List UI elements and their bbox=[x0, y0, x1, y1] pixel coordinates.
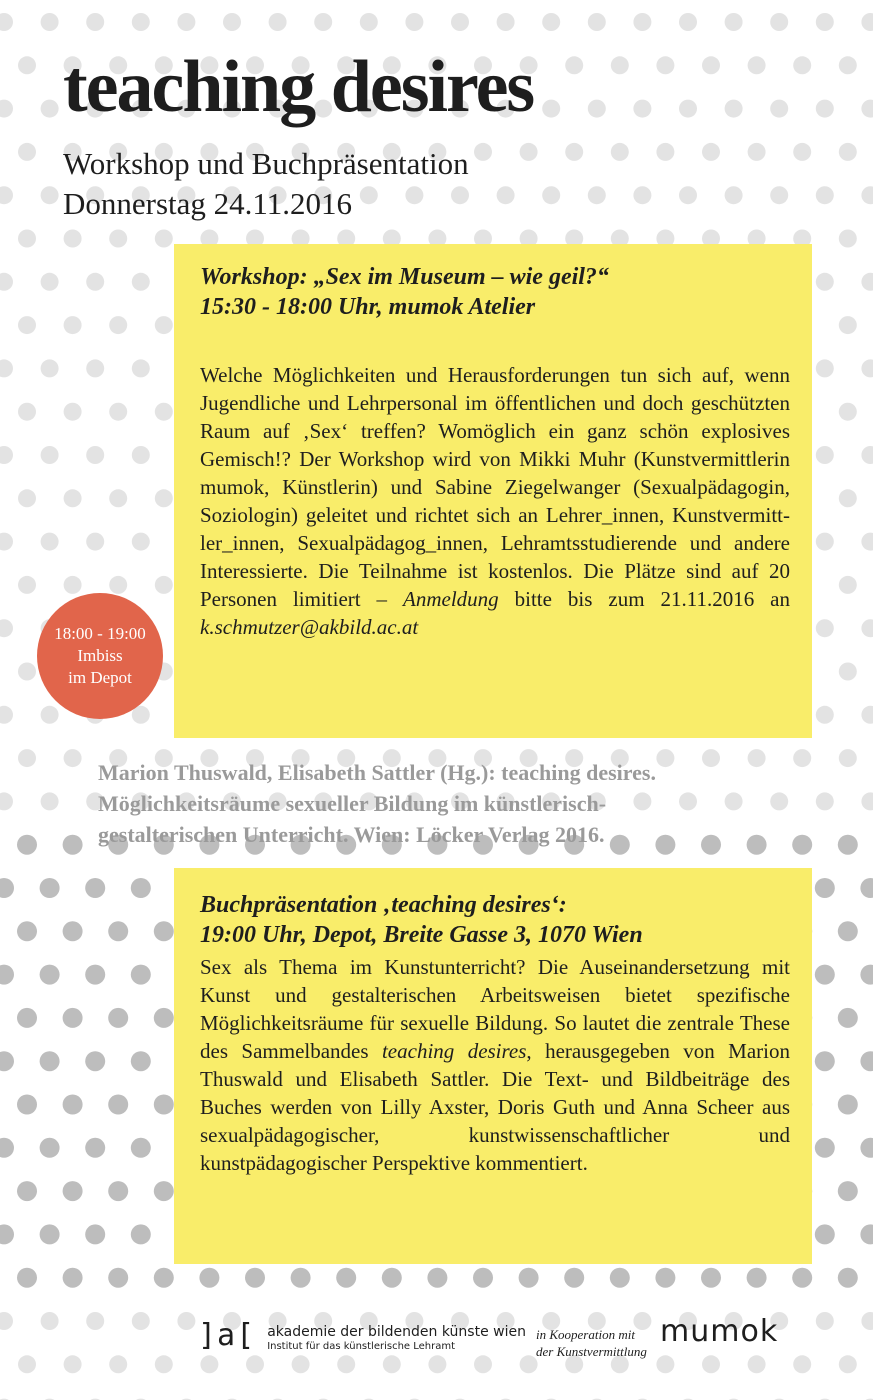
background-dot bbox=[793, 1355, 811, 1373]
book-presentation-box bbox=[174, 868, 812, 1264]
background-dot bbox=[815, 965, 835, 985]
background-dot bbox=[85, 965, 105, 985]
citation-line: Möglichkeitsräume sexueller Bildung im künstlerisch- bbox=[98, 790, 607, 816]
book-title: Buchpräsentation ‚teaching desires‘: bbox=[200, 892, 567, 918]
background-dot bbox=[542, 186, 560, 204]
workshop-heading bbox=[200, 262, 790, 323]
background-dot bbox=[85, 878, 105, 898]
background-dot bbox=[679, 13, 697, 31]
background-dot bbox=[246, 1355, 264, 1373]
badge-label: Imbiss bbox=[77, 645, 123, 665]
poster-title: teaching desires bbox=[63, 46, 534, 128]
background-dot bbox=[41, 446, 59, 464]
background-dot bbox=[63, 835, 83, 855]
background-dot bbox=[588, 186, 606, 204]
background-dot bbox=[816, 359, 834, 377]
background-dot bbox=[748, 143, 766, 161]
background-dot bbox=[17, 1008, 37, 1028]
background-dot bbox=[155, 403, 173, 421]
background-dot bbox=[86, 446, 104, 464]
background-dot bbox=[839, 663, 857, 681]
background-dot bbox=[17, 835, 37, 855]
background-dot bbox=[816, 446, 834, 464]
background-dot bbox=[154, 1181, 174, 1201]
citation-line: Marion Thuswald, Elisabeth Sattler (Hg.): teaching desires. bbox=[98, 760, 656, 785]
background-dot bbox=[131, 965, 151, 985]
background-dot bbox=[655, 1268, 675, 1288]
background-dot bbox=[64, 576, 82, 594]
background-dot bbox=[725, 100, 743, 118]
background-dot bbox=[839, 749, 857, 767]
background-dot bbox=[816, 706, 834, 724]
background-dot bbox=[18, 489, 36, 507]
background-dot bbox=[679, 100, 697, 118]
background-dot bbox=[860, 1224, 873, 1244]
background-dot bbox=[838, 1095, 858, 1115]
background-dot bbox=[451, 13, 469, 31]
background-dot bbox=[793, 143, 811, 161]
background-dot bbox=[815, 1138, 835, 1158]
book-time-location: 19:00 Uhr, Depot, Breite Gasse 3, 1070 Wien bbox=[200, 922, 643, 949]
background-dot bbox=[154, 1008, 174, 1028]
background-dot bbox=[861, 533, 873, 551]
background-dot bbox=[861, 13, 873, 31]
background-dot bbox=[269, 13, 287, 31]
background-dot bbox=[64, 403, 82, 421]
background-dot bbox=[245, 1268, 265, 1288]
background-dot bbox=[64, 1355, 82, 1373]
background-dot bbox=[41, 533, 59, 551]
background-dot bbox=[816, 100, 834, 118]
background-dot bbox=[63, 921, 83, 941]
background-dot bbox=[861, 273, 873, 291]
background-dot bbox=[64, 230, 82, 248]
background-dot bbox=[610, 1268, 630, 1288]
background-dot bbox=[223, 13, 241, 31]
background-dot bbox=[838, 1268, 858, 1288]
background-dot bbox=[154, 1268, 174, 1288]
background-dot bbox=[86, 1312, 104, 1330]
background-dot bbox=[748, 56, 766, 74]
background-dot bbox=[41, 1312, 59, 1330]
background-dot bbox=[588, 100, 606, 118]
background-dot bbox=[40, 878, 60, 898]
workshop-description bbox=[200, 361, 790, 641]
background-dot bbox=[542, 13, 560, 31]
background-dot bbox=[405, 13, 423, 31]
background-dot bbox=[86, 273, 104, 291]
book-title-inline: teaching desires bbox=[381, 1039, 527, 1064]
background-dot bbox=[839, 403, 857, 421]
background-dot bbox=[679, 186, 697, 204]
background-dot bbox=[64, 316, 82, 334]
book-citation bbox=[98, 758, 818, 850]
badge-time: 18:00 - 19:00 bbox=[54, 623, 146, 643]
background-dot bbox=[337, 1355, 355, 1373]
background-dot bbox=[839, 489, 857, 507]
background-dot bbox=[838, 1008, 858, 1028]
background-dot bbox=[656, 143, 674, 161]
background-dot bbox=[41, 792, 59, 810]
contact-email[interactable]: k.schmutzer@akbild.ac.at bbox=[200, 615, 419, 640]
background-dot bbox=[861, 186, 873, 204]
background-dot bbox=[839, 576, 857, 594]
akademie-logo-text bbox=[267, 1324, 526, 1354]
background-dot bbox=[497, 13, 515, 31]
book-heading bbox=[200, 890, 790, 951]
background-dot bbox=[702, 1355, 720, 1373]
workshop-title: Workshop: „Sex im Museum – wie geil?“ bbox=[200, 264, 609, 290]
background-dot bbox=[86, 533, 104, 551]
background-dot bbox=[108, 1181, 128, 1201]
background-dot bbox=[611, 56, 629, 74]
background-dot bbox=[0, 1138, 14, 1158]
background-dot bbox=[18, 316, 36, 334]
background-dot bbox=[0, 533, 13, 551]
background-dot bbox=[0, 100, 13, 118]
background-dot bbox=[18, 56, 36, 74]
background-dot bbox=[861, 619, 873, 637]
background-dot bbox=[861, 792, 873, 810]
background-dot bbox=[291, 1268, 311, 1288]
background-dot bbox=[131, 1051, 151, 1071]
background-dot bbox=[155, 576, 173, 594]
background-dot bbox=[132, 1312, 150, 1330]
background-dot bbox=[360, 13, 378, 31]
background-dot bbox=[815, 1051, 835, 1071]
background-dot bbox=[155, 316, 173, 334]
background-dot bbox=[793, 56, 811, 74]
background-dot bbox=[0, 1051, 14, 1071]
background-dot bbox=[85, 1051, 105, 1071]
background-dot bbox=[0, 706, 13, 724]
background-dot bbox=[85, 1224, 105, 1244]
background-dot bbox=[497, 186, 515, 204]
background-dot bbox=[611, 143, 629, 161]
background-dot bbox=[0, 965, 14, 985]
background-dot bbox=[838, 921, 858, 941]
background-dot bbox=[861, 100, 873, 118]
background-dot bbox=[86, 359, 104, 377]
background-dot bbox=[108, 921, 128, 941]
institute-name: Institut für das künstlerische Lehramt bbox=[267, 1341, 456, 1352]
workshop-text: Welche Möglichkeiten und Herausforderungen tun sich auf, wenn Jugendliche und Lehrpersonal im öffentlichen und doch geschützten Raum auf ‚Sex‘ treffen? Womöglich ein ganz schön explosives Gemisch!? Der Workshop wird von Mikki Muhr (Kunstvermittlerin mumok, Künstlerin) und Sabine Ziegelwanger (Sexualpädagogin, Soziologin) geleitet und richtet sich an Lehrer_innen, Kunstvermittler_innen, Sexualpädagog_innen, Lehramtsstudierende und andere Interessierte. Die Teilnahme ist kostenlos. Die Plätze sind auf 20 Personen limitiert – bbox=[200, 362, 790, 612]
background-dot bbox=[0, 1312, 13, 1330]
workshop-text-end: bitte bis zum 21.11.2016 an bbox=[498, 587, 790, 612]
background-dot bbox=[816, 533, 834, 551]
background-dot bbox=[860, 1138, 873, 1158]
akademie-logo-mark: ]a[ bbox=[198, 1318, 256, 1353]
background-dot bbox=[656, 1355, 674, 1373]
background-dot bbox=[816, 792, 834, 810]
background-dot bbox=[108, 1095, 128, 1115]
background-dot bbox=[838, 835, 858, 855]
background-dot bbox=[109, 576, 127, 594]
background-dot bbox=[63, 1181, 83, 1201]
book-text: Sex als Thema im Kunstunterricht? Die Auseinandersetzung mit Kunst und gestalterischen Arbeitsweisen bietet spezifische Möglichkeitsräume für sexuelle Bildung. So lautet die zentrale These des Sammelbandes bbox=[200, 954, 790, 1064]
badge-location: im Depot bbox=[68, 668, 132, 688]
background-dot bbox=[861, 706, 873, 724]
background-dot bbox=[520, 143, 538, 161]
cooperation-note bbox=[536, 1326, 647, 1360]
background-dot bbox=[108, 1268, 128, 1288]
background-dot bbox=[64, 749, 82, 767]
background-dot bbox=[382, 1268, 402, 1288]
background-dot bbox=[520, 1355, 538, 1373]
background-dot bbox=[588, 13, 606, 31]
background-dot bbox=[40, 965, 60, 985]
background-dot bbox=[132, 446, 150, 464]
registration-label: Anmeldung bbox=[403, 587, 499, 612]
background-dot bbox=[839, 143, 857, 161]
imbiss-badge bbox=[37, 593, 163, 719]
background-dot bbox=[860, 1051, 873, 1071]
background-dot bbox=[816, 13, 834, 31]
subtitle-line: Workshop und Buchpräsentation bbox=[63, 146, 469, 181]
background-dot bbox=[816, 273, 834, 291]
background-dot bbox=[860, 965, 873, 985]
background-dot bbox=[0, 273, 13, 291]
background-dot bbox=[0, 446, 13, 464]
background-dot bbox=[131, 878, 151, 898]
background-dot bbox=[748, 1355, 766, 1373]
background-dot bbox=[816, 1312, 834, 1330]
background-dot bbox=[155, 230, 173, 248]
background-dot bbox=[108, 1008, 128, 1028]
background-dot bbox=[41, 359, 59, 377]
background-dot bbox=[336, 1268, 356, 1288]
background-dot bbox=[633, 100, 651, 118]
background-dot bbox=[109, 230, 127, 248]
background-dot bbox=[633, 13, 651, 31]
background-dot bbox=[63, 1268, 83, 1288]
background-dot bbox=[132, 13, 150, 31]
background-dot bbox=[40, 1224, 60, 1244]
background-dot bbox=[41, 706, 59, 724]
background-dot bbox=[0, 619, 13, 637]
background-dot bbox=[40, 1138, 60, 1158]
workshop-time: 15:30 - 18:00 Uhr, mumok Atelier bbox=[200, 294, 536, 321]
background-dot bbox=[519, 1268, 539, 1288]
coop-line: der Kunstvermittlung bbox=[536, 1344, 647, 1359]
background-dot bbox=[18, 749, 36, 767]
background-dot bbox=[0, 186, 13, 204]
background-dot bbox=[839, 1355, 857, 1373]
background-dot bbox=[199, 1268, 219, 1288]
background-dot bbox=[861, 359, 873, 377]
background-dot bbox=[17, 1095, 37, 1115]
background-dot bbox=[474, 143, 492, 161]
background-dot bbox=[17, 1181, 37, 1201]
subtitle-block bbox=[63, 144, 469, 225]
background-dot bbox=[177, 1312, 195, 1330]
background-dot bbox=[770, 100, 788, 118]
background-dot bbox=[177, 13, 195, 31]
background-dot bbox=[18, 403, 36, 421]
background-dot bbox=[0, 1224, 14, 1244]
background-dot bbox=[0, 792, 13, 810]
background-dot bbox=[565, 143, 583, 161]
background-dot bbox=[656, 56, 674, 74]
background-dot bbox=[18, 230, 36, 248]
background-dot bbox=[0, 878, 14, 898]
background-dot bbox=[155, 1355, 173, 1373]
background-dot bbox=[427, 1268, 447, 1288]
date-line: Donnerstag 24.11.2016 bbox=[63, 186, 353, 222]
background-dot bbox=[18, 663, 36, 681]
coop-line: in Kooperation mit bbox=[536, 1327, 635, 1342]
background-dot bbox=[564, 1268, 584, 1288]
akademie-name: akademie der bildenden künste wien bbox=[267, 1324, 526, 1340]
background-dot bbox=[815, 1224, 835, 1244]
background-dot bbox=[41, 100, 59, 118]
background-dot bbox=[839, 316, 857, 334]
background-dot bbox=[109, 489, 127, 507]
background-dot bbox=[17, 1268, 37, 1288]
background-dot bbox=[64, 489, 82, 507]
background-dot bbox=[861, 1312, 873, 1330]
background-dot bbox=[860, 878, 873, 898]
background-dot bbox=[109, 1355, 127, 1373]
background-dot bbox=[40, 1051, 60, 1071]
akademie-logo[interactable] bbox=[198, 1318, 526, 1354]
background-dot bbox=[770, 13, 788, 31]
background-dot bbox=[770, 186, 788, 204]
background-dot bbox=[132, 359, 150, 377]
background-dot bbox=[200, 1355, 218, 1373]
background-dot bbox=[383, 1355, 401, 1373]
background-dot bbox=[474, 1355, 492, 1373]
background-dot bbox=[838, 1181, 858, 1201]
book-text-end: , herausgegeben von Marion Thuswald und Elisabeth Sattler. Die Text- und Bildbeiträge des Buches werden von Lilly Axster, Doris Guth und Anna Scheer aus sexualpädagogischer, kunstwissenschaftlicher und kunstpädagogischer Perspektive kommentiert. bbox=[200, 1039, 791, 1176]
background-dot bbox=[154, 921, 174, 941]
background-dot bbox=[314, 13, 332, 31]
background-dot bbox=[839, 230, 857, 248]
background-dot bbox=[702, 143, 720, 161]
book-description bbox=[200, 953, 790, 1177]
background-dot bbox=[701, 1268, 721, 1288]
citation-line: gestalterischen Unterricht. Wien: Löcker Verlag 2016. bbox=[98, 821, 605, 847]
background-dot bbox=[131, 1138, 151, 1158]
workshop-box bbox=[174, 244, 812, 738]
background-dot bbox=[725, 13, 743, 31]
mumok-logo[interactable]: mumok bbox=[660, 1314, 779, 1349]
background-dot bbox=[132, 533, 150, 551]
background-dot bbox=[792, 1268, 812, 1288]
background-dot bbox=[542, 100, 560, 118]
background-dot bbox=[565, 56, 583, 74]
background-dot bbox=[815, 878, 835, 898]
background-dot bbox=[0, 359, 13, 377]
background-dot bbox=[747, 1268, 767, 1288]
background-dot bbox=[63, 1095, 83, 1115]
background-dot bbox=[109, 316, 127, 334]
background-dot bbox=[132, 273, 150, 291]
background-dot bbox=[18, 576, 36, 594]
background-dot bbox=[41, 186, 59, 204]
background-dot bbox=[17, 921, 37, 941]
background-dot bbox=[41, 273, 59, 291]
background-dot bbox=[816, 186, 834, 204]
background-dot bbox=[633, 186, 651, 204]
background-dot bbox=[292, 1355, 310, 1373]
background-dot bbox=[41, 13, 59, 31]
background-dot bbox=[861, 446, 873, 464]
background-dot bbox=[154, 1095, 174, 1115]
background-dot bbox=[0, 13, 13, 31]
background-dot bbox=[18, 143, 36, 161]
background-dot bbox=[63, 1008, 83, 1028]
background-dot bbox=[155, 489, 173, 507]
background-dot bbox=[725, 186, 743, 204]
background-dot bbox=[85, 1138, 105, 1158]
background-dot bbox=[131, 1224, 151, 1244]
background-dot bbox=[839, 56, 857, 74]
background-dot bbox=[816, 619, 834, 637]
background-dot bbox=[702, 56, 720, 74]
background-dot bbox=[18, 1355, 36, 1373]
background-dot bbox=[428, 1355, 446, 1373]
background-dot bbox=[86, 13, 104, 31]
background-dot bbox=[473, 1268, 493, 1288]
background-dot bbox=[109, 403, 127, 421]
